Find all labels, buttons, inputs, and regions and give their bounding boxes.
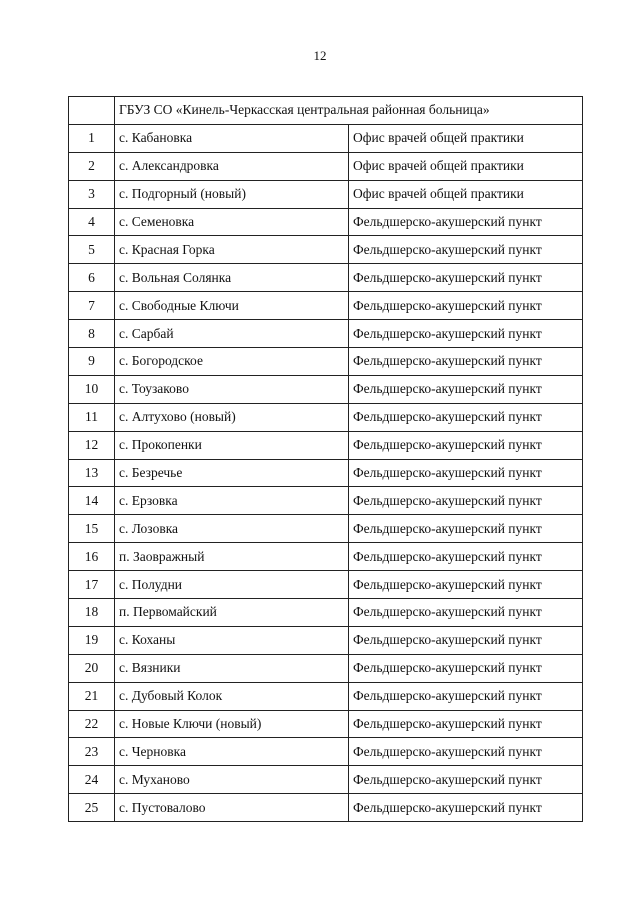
row-number: 18 bbox=[69, 599, 115, 627]
table-row bbox=[69, 431, 583, 459]
table-row bbox=[69, 180, 583, 208]
table-row bbox=[69, 236, 583, 264]
facility-type: Фельдшерско-акушерский пункт bbox=[349, 208, 583, 236]
row-number: 16 bbox=[69, 543, 115, 571]
facility-type: Офис врачей общей практики bbox=[349, 152, 583, 180]
row-number: 8 bbox=[69, 320, 115, 348]
row-number: 19 bbox=[69, 626, 115, 654]
table-row bbox=[69, 264, 583, 292]
row-number: 14 bbox=[69, 487, 115, 515]
row-number: 21 bbox=[69, 682, 115, 710]
table-row bbox=[69, 152, 583, 180]
facility-type: Фельдшерско-акушерский пункт bbox=[349, 626, 583, 654]
table-row bbox=[69, 515, 583, 543]
row-number: 17 bbox=[69, 571, 115, 599]
row-number: 9 bbox=[69, 348, 115, 376]
row-number: 4 bbox=[69, 208, 115, 236]
settlement-name: с. Ерзовка bbox=[115, 487, 349, 515]
row-number: 5 bbox=[69, 236, 115, 264]
row-number: 1 bbox=[69, 124, 115, 152]
table-row bbox=[69, 738, 583, 766]
facility-type: Фельдшерско-акушерский пункт bbox=[349, 515, 583, 543]
table-row bbox=[69, 208, 583, 236]
settlement-name: с. Красная Горка bbox=[115, 236, 349, 264]
table-row bbox=[69, 599, 583, 627]
row-number: 23 bbox=[69, 738, 115, 766]
table-row bbox=[69, 766, 583, 794]
row-number: 20 bbox=[69, 654, 115, 682]
row-number: 7 bbox=[69, 292, 115, 320]
settlement-name: с. Кабановка bbox=[115, 124, 349, 152]
table-row bbox=[69, 543, 583, 571]
settlement-name: п. Первомайский bbox=[115, 599, 349, 627]
table-row bbox=[69, 292, 583, 320]
facility-type: Фельдшерско-акушерский пункт bbox=[349, 543, 583, 571]
row-number: 10 bbox=[69, 375, 115, 403]
row-number: 25 bbox=[69, 794, 115, 822]
table-row bbox=[69, 571, 583, 599]
table-row bbox=[69, 654, 583, 682]
row-number: 24 bbox=[69, 766, 115, 794]
row-number: 2 bbox=[69, 152, 115, 180]
settlement-name: с. Семеновка bbox=[115, 208, 349, 236]
facility-type: Фельдшерско-акушерский пункт bbox=[349, 264, 583, 292]
table-row bbox=[69, 487, 583, 515]
facility-type: Фельдшерско-акушерский пункт bbox=[349, 320, 583, 348]
institution-header-row bbox=[69, 97, 583, 125]
row-number: 12 bbox=[69, 431, 115, 459]
table-body bbox=[69, 97, 583, 822]
row-number: 13 bbox=[69, 459, 115, 487]
facility-type: Фельдшерско-акушерский пункт bbox=[349, 766, 583, 794]
row-number: 15 bbox=[69, 515, 115, 543]
facility-table bbox=[68, 96, 583, 822]
table-row bbox=[69, 348, 583, 376]
settlement-name: с. Новые Ключи (новый) bbox=[115, 710, 349, 738]
facility-type: Фельдшерско-акушерский пункт bbox=[349, 654, 583, 682]
facility-type: Фельдшерско-акушерский пункт bbox=[349, 738, 583, 766]
settlement-name: с. Алтухово (новый) bbox=[115, 403, 349, 431]
settlement-name: с. Безречье bbox=[115, 459, 349, 487]
table-row bbox=[69, 682, 583, 710]
institution-name: ГБУЗ СО «Кинель-Черкасская центральная районная больница» bbox=[115, 97, 583, 125]
facility-type: Фельдшерско-акушерский пункт bbox=[349, 682, 583, 710]
page-number: 12 bbox=[313, 48, 327, 63]
settlement-name: с. Полудни bbox=[115, 571, 349, 599]
facility-type: Фельдшерско-акушерский пункт bbox=[349, 348, 583, 376]
row-number: 3 bbox=[69, 180, 115, 208]
settlement-name: с. Лозовка bbox=[115, 515, 349, 543]
settlement-name: с. Дубовый Колок bbox=[115, 682, 349, 710]
settlement-name: с. Тоузаково bbox=[115, 375, 349, 403]
table-row bbox=[69, 403, 583, 431]
facility-type: Фельдшерско-акушерский пункт bbox=[349, 375, 583, 403]
facility-type: Фельдшерско-акушерский пункт bbox=[349, 794, 583, 822]
settlement-name: с. Сарбай bbox=[115, 320, 349, 348]
settlement-name: с. Пустовалово bbox=[115, 794, 349, 822]
facility-type: Фельдшерско-акушерский пункт bbox=[349, 431, 583, 459]
facility-type: Фельдшерско-акушерский пункт bbox=[349, 236, 583, 264]
table-row bbox=[69, 626, 583, 654]
settlement-name: с. Подгорный (новый) bbox=[115, 180, 349, 208]
settlement-name: с. Прокопенки bbox=[115, 431, 349, 459]
table-row bbox=[69, 375, 583, 403]
facility-type: Фельдшерско-акушерский пункт bbox=[349, 599, 583, 627]
facility-type: Фельдшерско-акушерский пункт bbox=[349, 459, 583, 487]
settlement-name: с. Муханово bbox=[115, 766, 349, 794]
facility-type: Фельдшерско-акушерский пункт bbox=[349, 487, 583, 515]
table-row bbox=[69, 794, 583, 822]
settlement-name: с. Свободные Ключи bbox=[115, 292, 349, 320]
facility-type: Офис врачей общей практики bbox=[349, 180, 583, 208]
settlement-name: с. Богородское bbox=[115, 348, 349, 376]
row-number: 6 bbox=[69, 264, 115, 292]
facility-type: Фельдшерско-акушерский пункт bbox=[349, 710, 583, 738]
table-row bbox=[69, 459, 583, 487]
header-num-cell bbox=[69, 97, 115, 125]
row-number: 22 bbox=[69, 710, 115, 738]
settlement-name: с. Вязники bbox=[115, 654, 349, 682]
facility-type: Офис врачей общей практики bbox=[349, 124, 583, 152]
settlement-name: с. Александровка bbox=[115, 152, 349, 180]
table-row bbox=[69, 710, 583, 738]
settlement-name: с. Коханы bbox=[115, 626, 349, 654]
table-row bbox=[69, 124, 583, 152]
table-row bbox=[69, 320, 583, 348]
facility-type: Фельдшерско-акушерский пункт bbox=[349, 292, 583, 320]
row-number: 11 bbox=[69, 403, 115, 431]
facility-type: Фельдшерско-акушерский пункт bbox=[349, 571, 583, 599]
settlement-name: с. Вольная Солянка bbox=[115, 264, 349, 292]
settlement-name: п. Заовражный bbox=[115, 543, 349, 571]
facility-type: Фельдшерско-акушерский пункт bbox=[349, 403, 583, 431]
settlement-name: с. Черновка bbox=[115, 738, 349, 766]
